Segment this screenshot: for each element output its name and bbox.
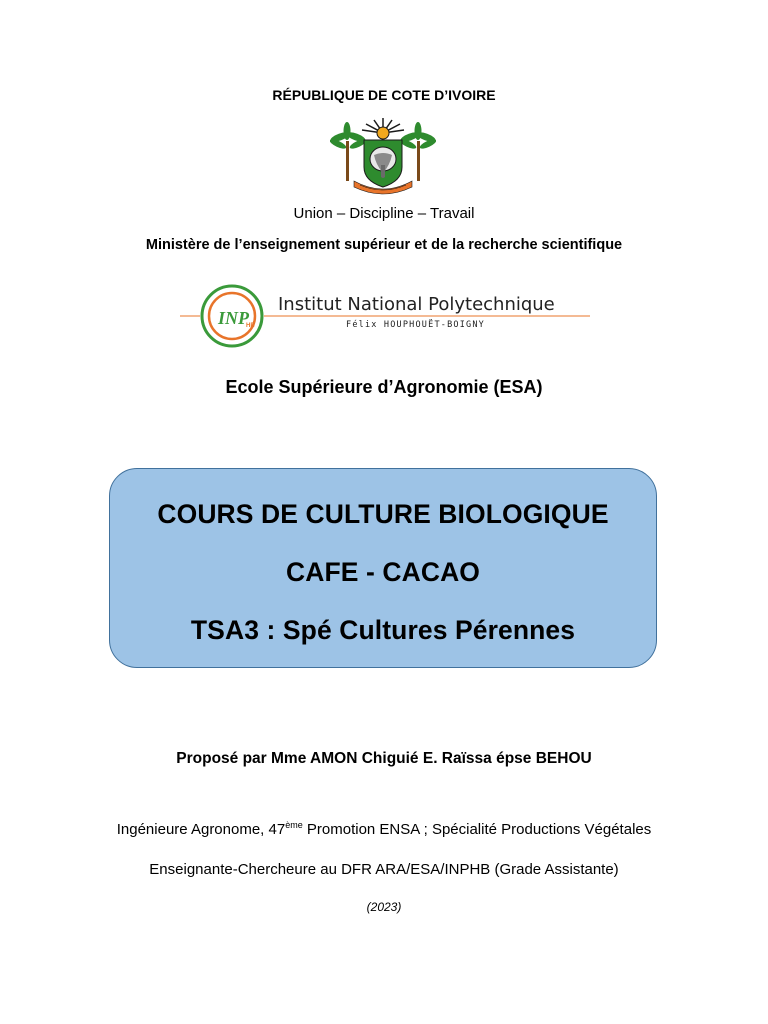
author-line: Proposé par Mme AMON Chiguié E. Raïssa épse BEHOU xyxy=(176,750,592,767)
logo-sub: HB xyxy=(246,323,255,329)
institute-name: Institut National Polytechnique xyxy=(278,294,555,315)
coat-of-arms-icon xyxy=(330,115,436,197)
country-heading: RÉPUBLIQUE DE COTE D’IVOIRE xyxy=(272,87,496,103)
inphb-logo-icon xyxy=(180,283,590,349)
credential-superscript: ème xyxy=(285,820,303,830)
course-title: COURS DE CULTURE BIOLOGIQUE xyxy=(157,499,609,529)
logo-initials: INP xyxy=(218,308,249,328)
course-level: TSA3 : Spé Cultures Pérennes xyxy=(190,615,576,645)
school-name: Ecole Supérieure d’Agronomie (ESA) xyxy=(225,377,543,397)
credential-text-after: Promotion ENSA ; Spécialité Productions Végétales xyxy=(302,821,652,838)
course-title-box xyxy=(109,468,657,668)
course-subject: CAFE - CACAO xyxy=(285,557,481,587)
document-year: (2023) xyxy=(366,900,402,914)
national-motto: Union – Discipline – Travail xyxy=(293,205,475,222)
credential-text-before: Ingénieure Agronome, 47 xyxy=(116,821,286,838)
author-credential xyxy=(0,820,768,838)
institute-subname: Félix HOUPHOUËT-BOIGNY xyxy=(346,320,485,330)
author-position: Enseignante-Chercheure au DFR ARA/ESA/INPHB (Grade Assistante) xyxy=(149,861,619,878)
ministry-name: Ministère de l’enseignement supérieur et de la recherche scientifique xyxy=(145,237,623,253)
